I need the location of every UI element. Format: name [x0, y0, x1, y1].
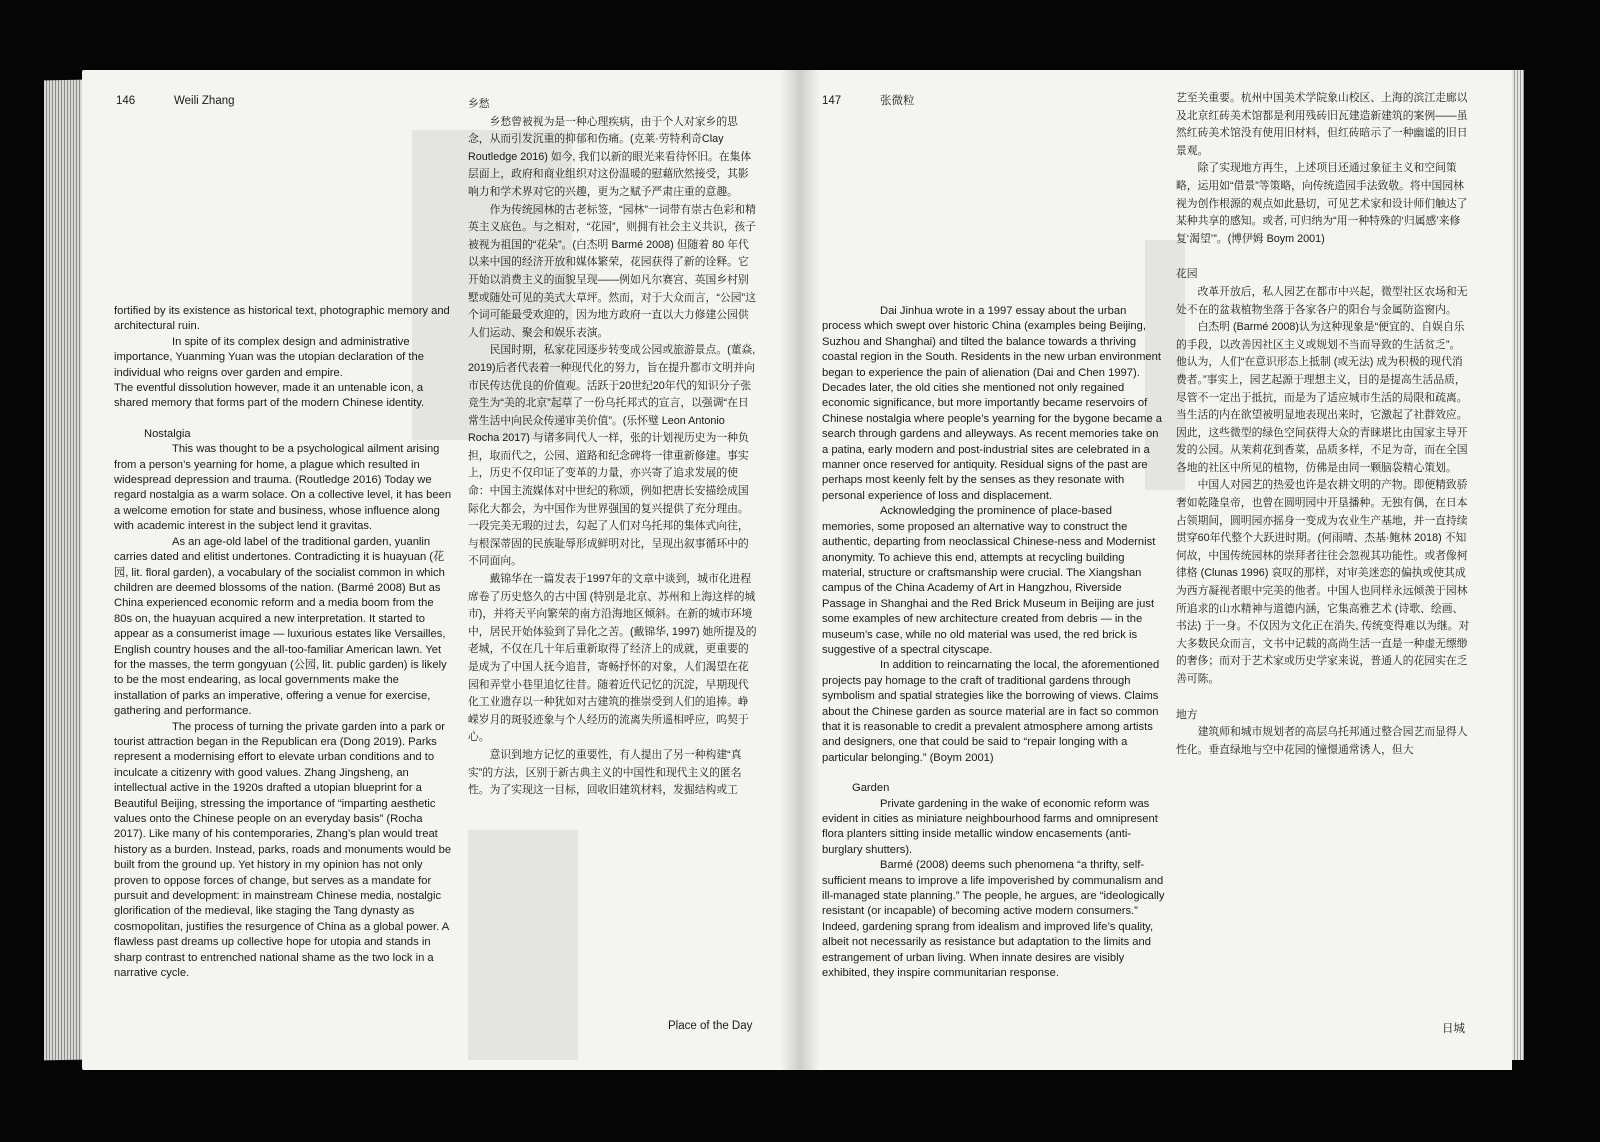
left-page — [82, 70, 802, 1070]
paragraph: In addition to reincarnating the local, the aforementioned projects pay homage to the craft of traditional gardens through symbolism and spatial strategies like the borrowing of views. Claims about the Chinese garden as source material are in fact so common that it is reasonable to credit a prevalent atmosphere among artists and designers, one that could be said to “repair longing with a particular belonging.” (Boym 2001) — [822, 659, 1160, 764]
section-heading: 乡愁 — [468, 98, 490, 110]
paragraph: fortified by its existence as historical text, photographic memory and architectural ruin. — [114, 305, 450, 333]
page-number: 147 — [822, 95, 842, 107]
paragraph: The eventful dissolution however, made it an untenable icon, a shared memory that forms part of the modern Chinese identity. — [114, 382, 425, 410]
chinese-column — [1176, 90, 1470, 759]
running-author: 张微粒 — [880, 95, 915, 107]
paragraph: 戴锦华在一篇发表于1997年的文章中谈到，城市化进程席卷了历史悠久的古中国 (特别是北京、苏州和上海这样的城市)，并将天平向繁荣的南方沿海地区倾斜。在新的城市环境中，居民开始体验到了异化之苦。(戴锦华, 1997) 她所提及的老城，不仅在几十年后重新取得了经济上的成就，更重要的是成为了中国人抚今追昔，寄畅抒怀的对象，人们渴望在花园和弄堂小巷里追忆往昔。随着近代记忆的沉淀，早期现代化工业遗存以一种犹如对古建筑的推崇受到人们的追捧。峥嵘岁月的斑驳迹象与个人经历的流离失所遥相呼应，呜契于心。 — [468, 573, 757, 744]
running-author: Weili Zhang — [174, 95, 235, 107]
page-footer: 日城 — [1442, 1023, 1465, 1035]
english-column — [822, 304, 1167, 981]
page-footer: Place of the Day — [668, 1020, 753, 1032]
section-heading: Garden — [852, 782, 890, 795]
paragraph: As an age-old label of the traditional garden, yuanlin carries dated and elitist undertones. Contradicting it is huayuan (花园, lit. floral garden), a vocabulary of the socialist common in which children are deemed blossoms of the nation. (Barmé 2008) But as China experienced economic reform and a media boom from the 80s on, the huayuan acquired a new interpretation. It started to appear as a consumerist image — luxurious estates like Versailles, English country houses and the all-too-familiar American lawn. Yet for the masses, the term gongyuan (公园, lit. public garden) is likely to be the most endearing, as local governments make the installation of parks an imperative, offering a venue for exercise, gathering and performance. — [114, 535, 447, 718]
paragraph: 作为传统园林的古老标签，“园林”一词带有崇古色彩和精英主义底色。与之相对，“花园”，则拥有社会主义共识，孩子被视为祖国的“花朵”。(白杰明 Barmé 2008) 但随着 80 年代以来中国的经济开放和媒体繁荣，花园获得了新的诠释。它开始以消费主义的面貌呈现——例如凡尔赛宫、英国乡村别墅或随处可见的美式大草坪。然而，对于大众而言，“公园”这个词可能最受欢迎的，因为地方政府一直以大力修建公园供人们运动、聚会和娱乐表演。 — [468, 203, 756, 339]
paragraph: 民国时期，私家花园逐步转变成公园或旅游景点。(董焱, 2019)后者代表着一种现代化的努力，旨在提升都市文明并向市民传达优良的价值观。活跃于20世纪20年代的知识分子张竞生为“美的北京”起草了一份乌托邦式的宣言，以强调“在日常生活中向民众传递审美价值”。(乐怀璧 Leon Antonio Rocha 2017) 与诸多同代人一样，张的计划视历史为一种负担，取而代之，公园、道路和纪念碑将一律重新修建。事实上，历史不仅印证了变革的力量，亦兴寄了追求发展的使命：中国主流媒体对中世纪的称颂，例如把唐长安描绘成国际化大都会，为中国作为世界强国的复兴提供了充分理由。一段完美无瑕的过去，勾起了人们对乌托邦的集体式向往，与根深蒂固的民族耻辱形成鲜明对比，呈现出叙事循环中的不同面向。 — [468, 344, 756, 568]
paragraph: Dai Jinhua wrote in a 1997 essay about the urban process which swept over historic China (examples being Beijing, Suzhou and Shanghai) and tilted the balance towards a thriving coastal region in the South. Residents in the new urban environment began to experience the pain of alienation (Dai and Chen 1997). Decades later, the old cities she mentioned not only regained economic significance, but more importantly became reservoirs of Chinese nostalgia where people’s yearning for the bygone became a search through gardens and alleyways. As recent memories take on a patina, early modern and post-industrial sites are celebrated in a manner once reserved for antiquity. Residual signs of the past are perhaps most keenly felt by the senses as they resonate with personal experience of loss and displacement. — [822, 305, 1162, 502]
show-through-block — [468, 830, 578, 1060]
page-number: 146 — [116, 95, 136, 107]
english-column — [114, 304, 454, 981]
section-heading: Nostalgia — [144, 427, 191, 440]
section-heading: 花园 — [1176, 268, 1198, 281]
paragraph: 除了实现地方再生，上述项目还通过象征主义和空间策略，运用如“借景”等策略，向传统造园手法致敬。将中国园林视为创作根源的观点如此悬切，可见艺术家和设计师们触达了某种共享的感知。或者, 可归纳为“用一种特殊的‘归属感’来修复‘渴望’”。(博伊姆 Boym 2001) — [1176, 162, 1468, 245]
paragraph: This was thought to be a psychological ailment arising from a person’s yearning for home, a plague which resulted in widespread depression and trauma. (Routledge 2016) Today we regard nostalgia as a warm solace. On a collective level, it has been a welcome emotion for state and business, whose influence along with academic interest in the subject lend it gravitas. — [114, 443, 452, 533]
chinese-column — [468, 96, 758, 800]
paragraph: 乡愁曾被视为是一种心理疾病，由于个人对家乡的思念，从而引发沉重的抑郁和伤痛。(克莱·劳特利奇Clay Routledge 2016) 如今, 我们以新的眼光来看待怀旧。在集体层面上，政府和商业组织对这份温暖的慰藉欣然接受，其影响力和学术界对它的兴趣，更为之赋予严肃庄重的意趣。 — [468, 115, 752, 198]
paragraph: 改革开放后，私人园艺在都市中兴起，微型社区农场和无处不在的盆栽植物坐落于各家各户的阳台与金属防盗窗内。 — [1176, 285, 1468, 316]
paragraph: 艺至关重要。杭州中国美术学院象山校区、上海的滨江走廊以及北京红砖美术馆都是利用残砖旧瓦建造新建筑的案例——虽然红砖美术馆没有使用旧材料，但红砖暗示了一种幽谧的旧日景观。 — [1176, 92, 1468, 157]
paragraph: Acknowledging the prominence of place-based memories, some proposed an alternative way to construct the authentic, departing from neoclassical Chinese-ness and Modernist anonymity. To achieve this end, attempts at recycling building material, structure or craftsmanship were crucial. The Xiangshan campus of the China Academy of Art in Hangzhou, Riverside Passage in Shanghai and the Red Brick Museum in Beijing are just some examples of new architecture created from debris — in the museum’s case, while no old material was used, the red brick is suggestive of a spectral cityscape. — [822, 505, 1156, 656]
paragraph: In spite of its complex design and administrative importance, Yuanming Yuan was the utopian declaration of the individual who reigns over garden and empire. — [114, 335, 424, 379]
paragraph: 白杰明 (Barmé 2008)认为这种现象是“便宜的、自娱自乐的手段，以改善因社区主义或规划不当而导致的生活贫乏”。他认为，人们“在意识形态上抵制 (或无法) 成为积极的现代消费者。”事实上，园艺起源于理想主义，目的是提高生活品质，尽管不一定出于抵抗，而是为了适应城市生活的局限和疏离。当生活的内在欲望被明显地表现出来时，它激起了社群效应。因此，这些微型的绿色空间获得大众的青睐堪比由国家主导开发的公园。从茉莉花到香菜，品质多样，不足为奇，而在全国各地的社区中所见的植物，仿佛是由同一颗脑袋精心策划。 — [1176, 321, 1468, 474]
page-edges-left — [44, 80, 84, 1061]
right-page — [800, 70, 1512, 1070]
paragraph: 中国人对园艺的热爱也许是农耕文明的产物。即便精致骄奢如乾隆皇帝，也曾在圆明园中开垦播种。无独有偶，在日本占领期间，圆明园亦摇身一变成为农业生产基地，并一直持续贯穿60年代整个大跃进时期。(何雨晴、杰基·鲍林 2018) 不知何故，中国传统园林的崇拜者往往会忽视其功能性。或者像柯律格 (Clunas 1996) 哀叹的那样，对审美迷恋的偏执或使其成为西方凝视者眼中完美的他者。中国人也同样永远倾羡于园林所追求的山水精神与道德内涵，它集高雅艺术 (诗歌、绘画、书法) 于一身。不仅因为文化正在消失, 传统变得难以为继。对大多数民众而言，文书中记载的高尚生活一直是一种虚无缥缈的奢侈；而对于艺术家或历史学家来说，普通人的花园实在乏善可陈。 — [1176, 479, 1470, 685]
paragraph: Private gardening in the wake of economic reform was evident in cities as miniature neighbourhood farms and omnipresent flora planters sitting inside metallic window encasements (anti-burglary shutters). — [822, 797, 1158, 856]
paragraph: 建筑师和城市规划者的高层乌托邦通过整合园艺而显得人性化。垂直绿地与空中花园的憧憬通常诱人，但大 — [1176, 726, 1468, 756]
paragraph: Barmé (2008) deems such phenomena “a thrifty, self-sufficient means to improve a life impoverished by communalism and ill-managed state planning.” The people, he argues, are “ideologically resistant (or incapable) of becoming active modern consumers.” Indeed, gardening sprang from idealism and improved life’s quality, albeit not necessarily as resistance but adaptation to the limits and estrangement of urban living. When innate desires are visibly exhibited, they inspire communitarian response. — [822, 859, 1165, 980]
paragraph: 意识到地方记忆的重要性，有人提出了另一种构建“真实”的方法，区别于新古典主义的中国性和现代主义的匿名性。为了实现这一目标，回收旧建筑材料，发掘结构或工 — [468, 748, 742, 797]
paragraph: The process of turning the private garden into a park or tourist attraction began in the Republican era (Dong 2019). Parks represent a modernising effort to elevate urban conditions and to inculcate a citizenry with good values. Zhang Jingsheng, an intellectual active in the 1920s drafted a utopian blueprint for a Beautiful Beijing, stressing the importance of “imparting aesthetic values onto the Chinese people on an everyday basis” (Rocha 2017). Like many of his contemporaries, Zhang’s plan would treat history as a burden. Instead, parks, roads and monuments would be built from the ground up. Yet history in my opinion has not only proven to oppose forces of change, but serves as a mandate for pursuit and development: in mainstream Chinese media, nostalgic glorification of the medieval, like staging the Tang dynasty as cosmopolitan, justifies the resurgence of China as a global power. A flawless past dreams up collective hope for utopia and stands in sharp contrast to entrenched national shame as the two lock in a narrative cycle. — [114, 720, 452, 980]
section-heading: 地方 — [1176, 708, 1198, 721]
